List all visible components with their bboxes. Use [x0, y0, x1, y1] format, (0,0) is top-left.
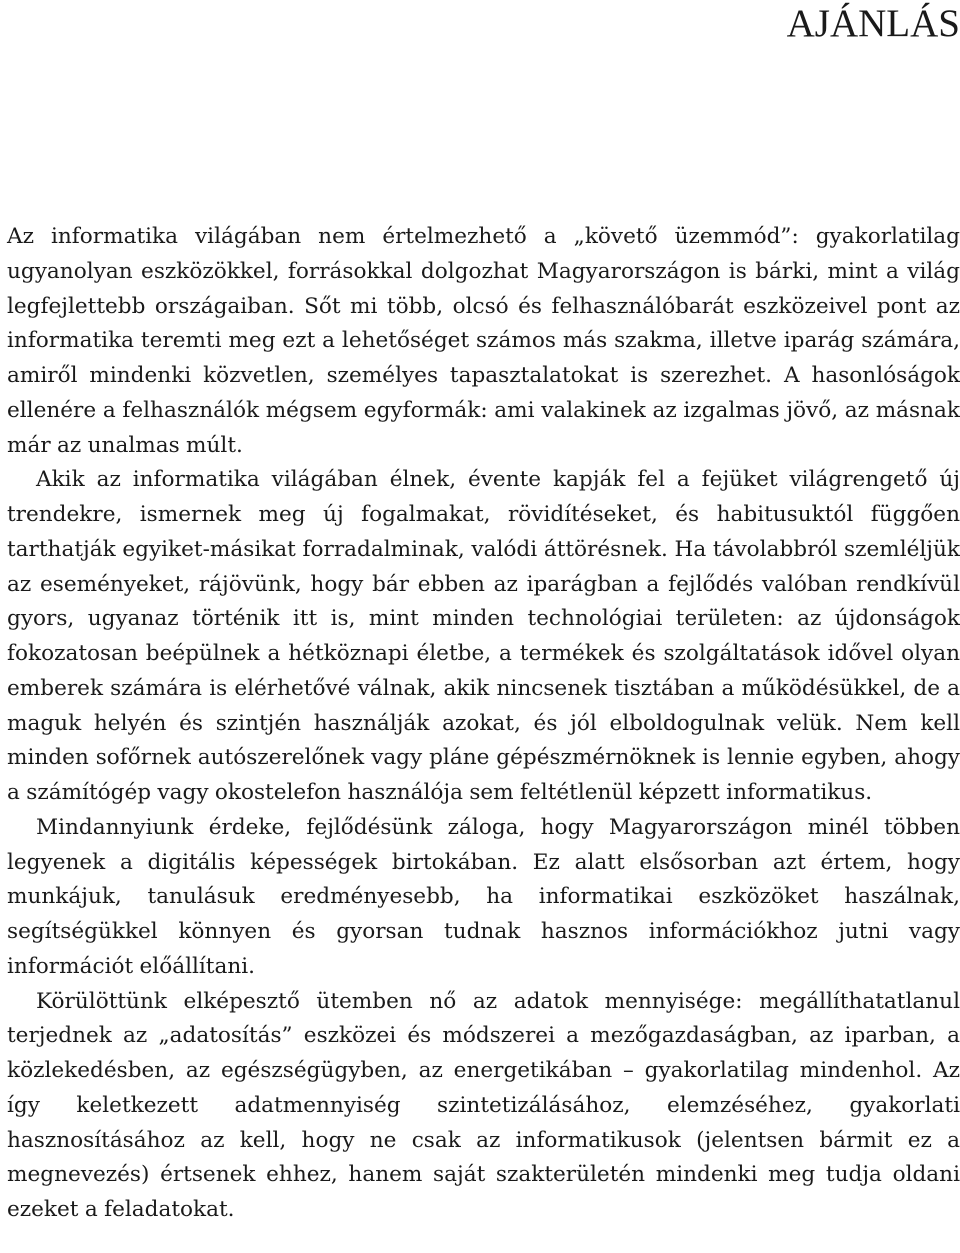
body-text: [7, 220, 960, 1228]
paragraph-4: Körülöttünk elképesztő ütemben nő az adatok mennyisége: megállíthatatlanul terjednek az „adatosítás” eszközei és módszerei a mezőgazdaságban, az iparban, a közlekedésben, az egészségügyben, az energetikában – gyakorlatilag mindenhol. Az így keletkezett adatmennyiség szintetizálásához, elemzéséhez, gyakorlati hasznosításához az kell, hogy ne csak az informatikusok (jelentsen bármit ez a megnevezés) értsenek ehhez, hanem saját szakterületén mindenki meg tudja oldani ezeket a feladatokat.: [7, 988, 960, 1222]
paragraph-3: Mindannyiunk érdeke, fejlődésünk záloga, hogy Magyarországon minél többen legyenek a digitális képességek birtokában. Ez alatt elsősorban azt értem, hogy munkájuk, tanulásuk eredményesebb, ha informatikai eszközöket haszálnak, segítségükkel könnyen és gyorsan tudnak hasznos információkhoz jutni vagy információt előállítani.: [7, 814, 960, 979]
paragraph-2: Akik az informatika világában élnek, évente kapják fel a fejüket világrengető új trendekre, ismernek meg új fogalmakat, rövidítéseket, és habitusuktól függően tarthatják egyiket-másikat forradalminak, valódi áttörésnek. Ha távolabbról szemléljük az eseményeket, rájövünk, hogy bár ebben az iparágban a fejlődés valóban rendkívül gyors, ugyanaz történik itt is, mint minden technológiai területen: az újdonságok fokozatosan beépülnek a hétköznapi életbe, a termékek és szolgáltatások idővel olyan emberek számára is elérhetővé válnak, akik nincsenek tisztában a működésükkel, de a maguk helyén és szintjén használják azokat, és jól elboldogulnak velük. Nem kell minden sofőrnek autószerelőnek vagy pláne gépészmérnöknek is lennie egyben, ahogy a számítógép vagy okostelefon használója sem feltétlenül képzett informatikus.: [7, 467, 960, 805]
paragraph-1: Az informatika világában nem értelmezhető a „követő üzemmód”: gyakorlatilag ugyanolyan eszközökkel, forrásokkal dolgozhat Magyarországon is bárki, mint a világ legfejlettebb országaiban. Sőt mi több, olcsó és felhasználóbarát eszközeivel pont az informatika teremti meg ezt a lehetőséget számos más szakma, illetve iparág számára, amiről mindenki közvetlen, személyes tapasztalatokat is szerezhet. A hasonlóságok ellenére a felhasználók mégsem egyformák: ami valakinek az izgalmas jövő, az másnak már az unalmas múlt.: [7, 224, 960, 458]
page-title: AJÁNLÁS: [786, 2, 960, 45]
